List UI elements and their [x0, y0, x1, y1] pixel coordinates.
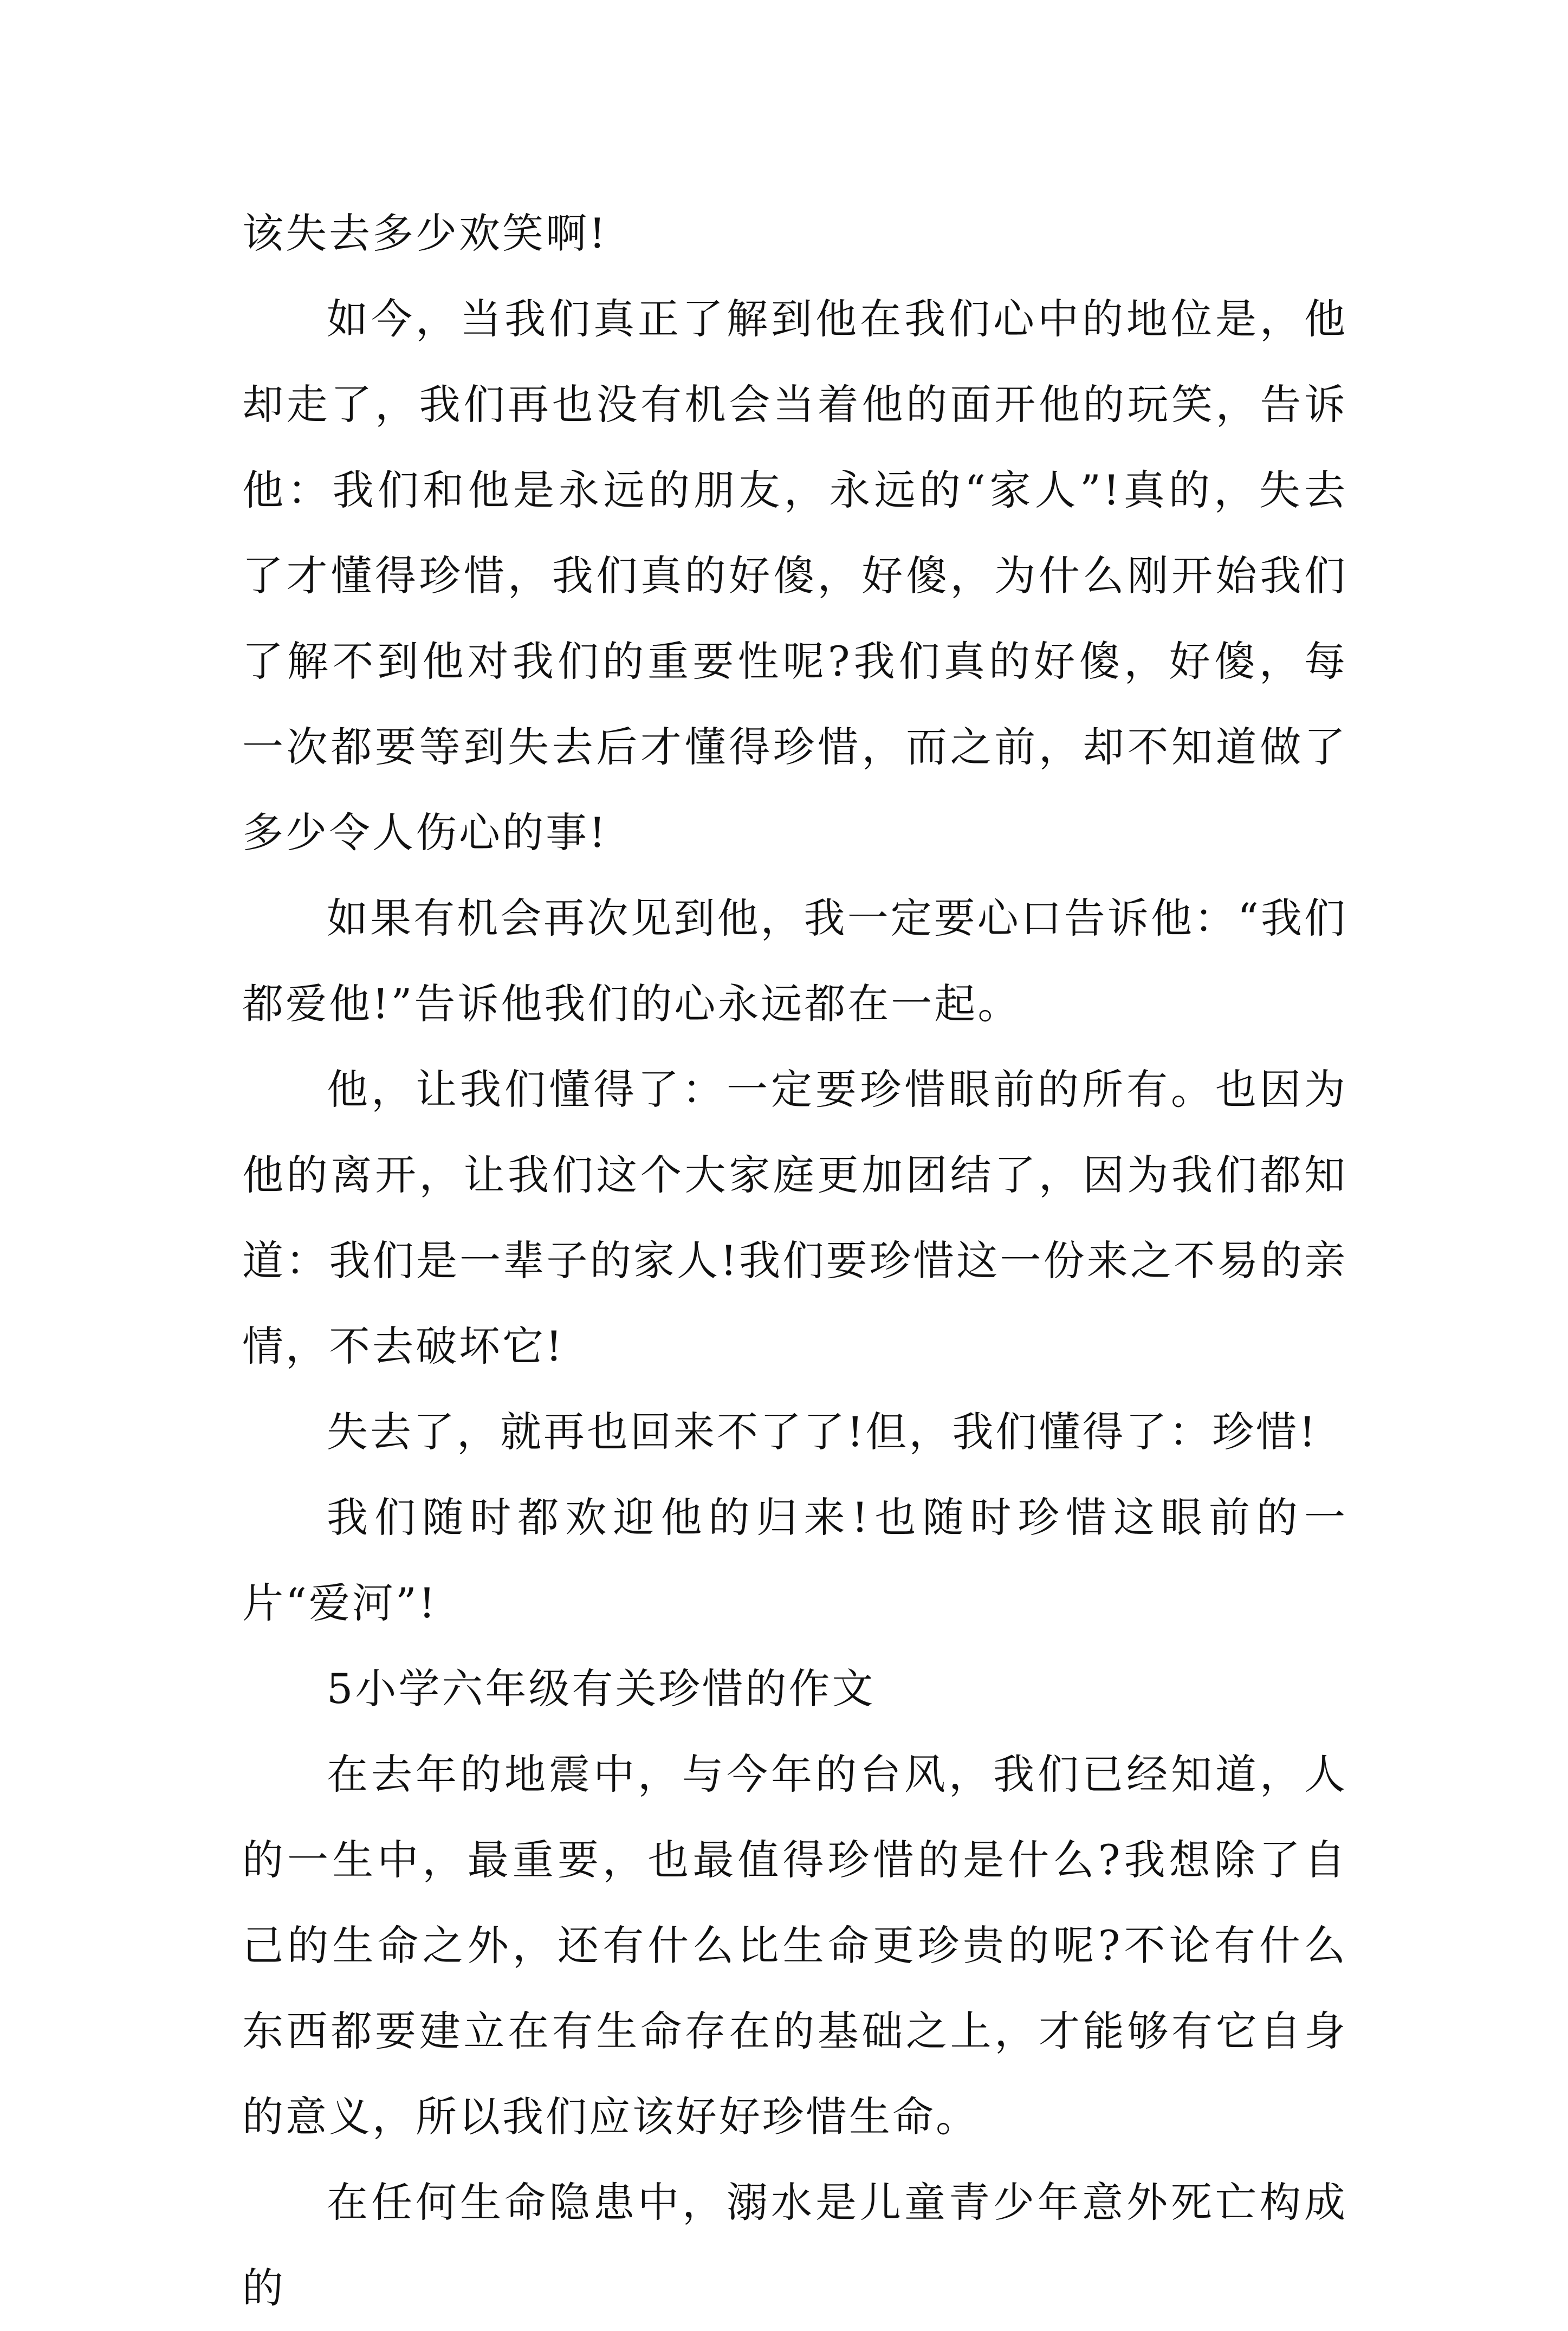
paragraph-lesson: 他，让我们懂得了：一定要珍惜眼前的所有。也因为他的离开，让我们这个大家庭更加团结了，因为我们都知道：我们是一辈子的家人!我们要珍惜这一份来之不易的亲情，不去破坏它!	[242, 1065, 1347, 1370]
paragraph-life: 在去年的地震中，与今年的台风，我们已经知道，人的一生中，最重要，也最值得珍惜的是什么?我想除了自己的生命之外，还有什么比生命更珍贵的呢?不论有什么东西都要建立在有生命存在的基础之上，才能够有它自身的意义，所以我们应该好好珍惜生命。	[242, 1750, 1347, 2141]
paragraph-realization: 如今，当我们真正了解到他在我们心中的地位是，他却走了，我们再也没有机会当着他的面开他的玩笑，告诉他：我们和他是永远的朋友，永远的“家人”!真的，失去了才懂得珍惜，我们真的好傻，好傻，为什么刚开始我们了解不到他对我们的重要性呢?我们真的好傻，好傻，每一次都要等到失去后才懂得珍惜，而之前，却不知道做了多少令人伤心的事!	[242, 295, 1347, 857]
paragraph-wish: 如果有机会再次见到他，我一定要心口告诉他：“我们都爱他!”告诉他我们的心永远都在一起。	[242, 894, 1347, 1028]
document-body	[242, 191, 1347, 2331]
paragraph-welcome: 我们随时都欢迎他的归来!也随时珍惜这眼前的一片“爱河”!	[242, 1493, 1347, 1627]
paragraph-cherish: 失去了，就再也回来不了了!但，我们懂得了：珍惜!	[327, 1408, 1318, 1456]
paragraph-drowning: 在任何生命隐患中，溺水是儿童青少年意外死亡构成的	[242, 2178, 1347, 2312]
paragraph-continuation: 该失去多少欢笑啊!	[242, 209, 608, 257]
essay-heading: 5小学六年级有关珍惜的作文	[327, 1665, 876, 1713]
